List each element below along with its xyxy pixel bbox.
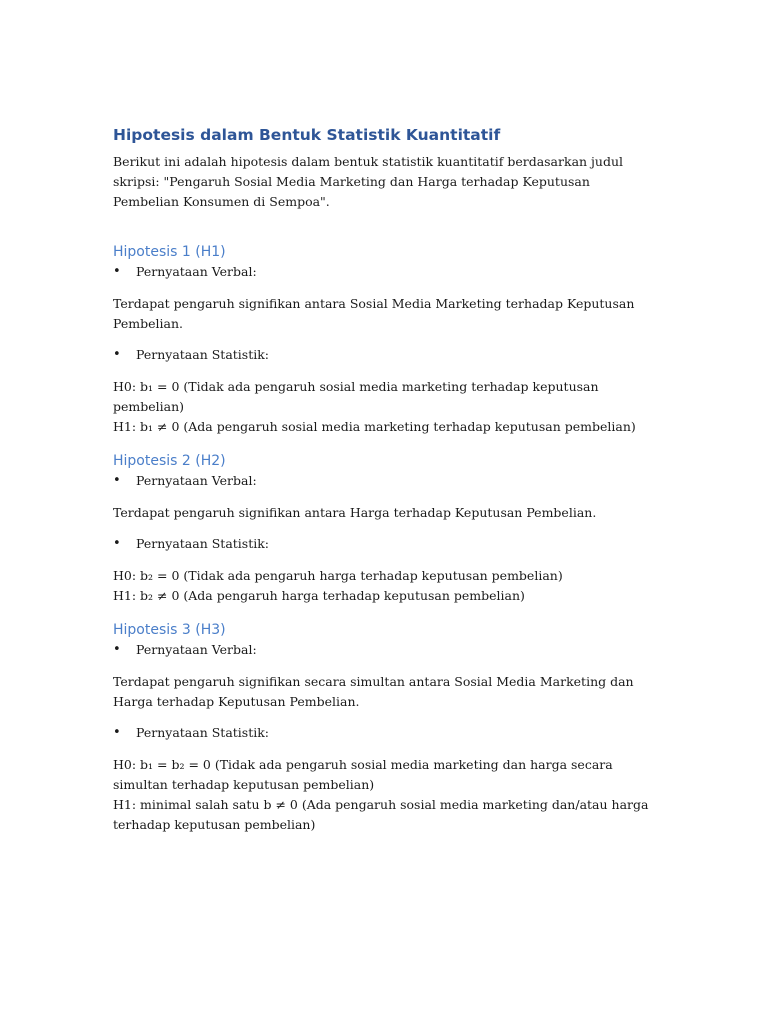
hypothesis-1-section [113,242,658,437]
alternative-hypothesis: H1: b₁ ≠ 0 (Ada pengaruh sosial media marketing terhadap keputusan pembelian) [113,419,636,434]
verbal-statement: Terdapat pengaruh signifikan antara Harga terhadap Keputusan Pembelian. [113,505,597,520]
bullet-icon: • [113,264,121,279]
statistic-statement [113,377,658,437]
hypothesis-3-heading: Hipotesis 3 (H3) [113,622,226,638]
list-item [113,345,658,365]
document-title: Hipotesis dalam Bentuk Statistik Kuantitatif [113,126,501,144]
null-hypothesis: H0: b₁ = b₂ = 0 (Tidak ada pengaruh sosial media marketing dan harga secara simultan terhadap keputusan pembelian) [113,757,613,792]
verbal-statement: Terdapat pengaruh signifikan secara simultan antara Sosial Media Marketing dan Harga terhadap Keputusan Pembelian. [113,674,634,709]
list-item [113,723,658,743]
verbal-statement: Terdapat pengaruh signifikan antara Sosial Media Marketing terhadap Keputusan Pembelian. [113,296,635,331]
statistic-statement [113,755,658,835]
list-item [113,471,658,491]
intro-paragraph: Berikut ini adalah hipotesis dalam bentuk statistik kuantitatif berdasarkan judul skripsi: "Pengaruh Sosial Media Marketing dan Harga terhadap Keputusan Pembelian Konsumen di Sempoa". [113,154,624,209]
alternative-hypothesis: H1: b₂ ≠ 0 (Ada pengaruh harga terhadap keputusan pembelian) [113,588,525,603]
bullet-icon: • [113,473,121,488]
hypothesis-2-heading: Hipotesis 2 (H2) [113,453,226,469]
list-item [113,262,658,282]
bullet-icon: • [113,725,121,740]
hypothesis-2-section [113,451,658,606]
list-item [113,534,658,554]
statistic-label: Pernyataan Statistik: [136,536,270,551]
statistic-statement [113,566,658,606]
bullet-icon: • [113,347,121,362]
hypothesis-3-section [113,620,658,835]
verbal-label: Pernyataan Verbal: [136,264,257,279]
null-hypothesis: H0: b₁ = 0 (Tidak ada pengaruh sosial media marketing terhadap keputusan pembelian) [113,379,599,414]
statistic-label: Pernyataan Statistik: [136,725,270,740]
statistic-label: Pernyataan Statistik: [136,347,270,362]
document-body [113,124,658,849]
hypothesis-1-heading: Hipotesis 1 (H1) [113,244,226,260]
null-hypothesis: H0: b₂ = 0 (Tidak ada pengaruh harga terhadap keputusan pembelian) [113,568,563,583]
verbal-label: Pernyataan Verbal: [136,642,257,657]
list-item [113,640,658,660]
alternative-hypothesis: H1: minimal salah satu b ≠ 0 (Ada pengaruh sosial media marketing dan/atau harga terhadap keputusan pembelian) [113,797,649,832]
verbal-label: Pernyataan Verbal: [136,473,257,488]
bullet-icon: • [113,536,121,551]
bullet-icon: • [113,642,121,657]
